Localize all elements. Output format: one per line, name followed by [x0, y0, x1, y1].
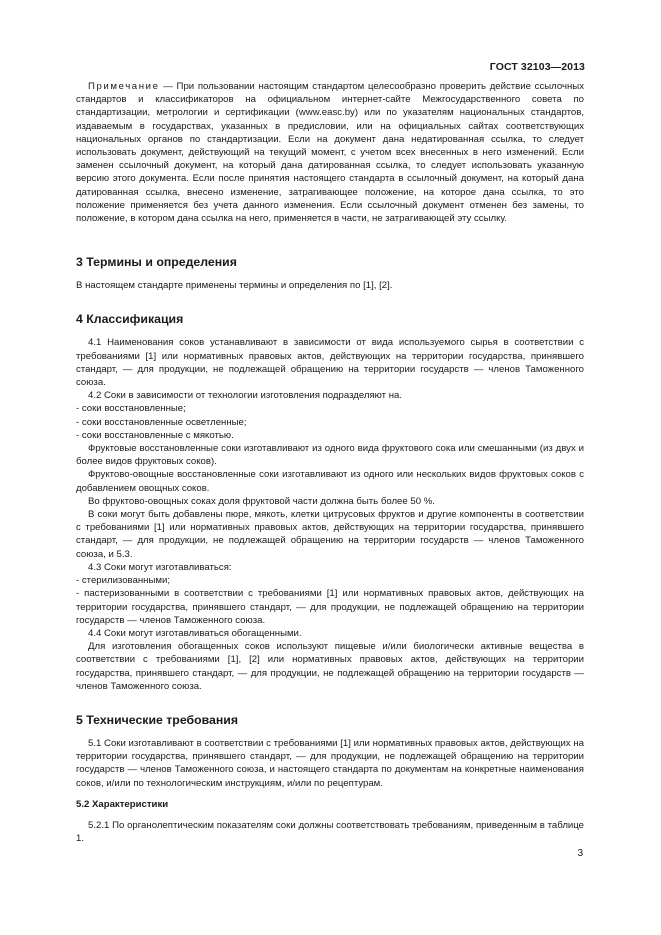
- list-item: - соки восстановленные с мякотью.: [76, 429, 234, 441]
- list-item: - пастеризованными в соответствии с требованиями [1] или нормативных правовых актов, действующих на территории государства, принявшего стандарт, — для продукции, не подлежащей обращению на территории государств — членов Таможенного союза.: [76, 588, 584, 626]
- paragraph-fruit-share: Во фруктово-овощных соках доля фруктовой части должна быть более 50 %.: [88, 495, 435, 507]
- section-5-heading: 5 Технические требования: [76, 712, 238, 727]
- note-label: Примечание: [88, 81, 160, 92]
- clause-4-1: 4.1 Наименования соков устанавливают в зависимости от вида используемого сырья в соответствии с требованиями [1] или нормативных правовых актов, действующих на территории государства, принявшего стандарт, — для продукции, не подлежащей обращению на территории государств — членов Таможенного союза.: [76, 337, 584, 389]
- paragraph-fruit-vegetable-juices: Фруктово-овощные восстановленные соки изготавливают из одного или нескольких видов фруктовых соков с добавлением овощных соков.: [76, 469, 584, 494]
- note-text: — При пользовании настоящим стандартом целесообразно проверить действие ссылочных стандартов и классификаторов на официальном интернет-сайте Межгосударственного совета по стандартизации, метрологии и сертификации (www.easc.by) или по указателям национальных стандартов, издаваемым в государствах, указанных в предисловии, или на официальных сайтах соответствующих национальных органов по стандартизации. Если на документ дана недатированная ссылка, то следует использовать документ, действующий на текущий момент, с учетом всех внесенных в него изменений. Если заменен ссылочный документ, на который дана датированная ссылка, то следует использовать указанную версию этого документа. Если после принятия настоящего стандарта в ссылочный документ, на который дана датированная ссылка, внесено изменение, затрагивающее положение, на которое дана ссылка, то это положение применяется без учета данного изменения. Если ссылочный документ отменен без замены, то положение, в котором дана ссылка на него, применяется в части, не затрагивающей эту ссылку.: [76, 81, 584, 225]
- subsection-5-2-heading: 5.2 Характеристики: [76, 798, 169, 810]
- reference-note: [76, 80, 584, 225]
- clause-4-3: 4.3 Соки могут изготавливаться:: [88, 561, 232, 573]
- section-3-heading: 3 Термины и определения: [76, 255, 237, 270]
- list-item: - соки восстановленные осветленные;: [76, 416, 247, 428]
- list-item: - стерилизованными;: [76, 575, 170, 587]
- page-content: [76, 80, 584, 845]
- paragraph-fruit-juices: Фруктовые восстановленные соки изготавливают из одного вида фруктового сока или смешанными (из двух и более видов фруктовых соков).: [76, 443, 584, 468]
- clause-5-2-1: 5.2.1 По органолептическим показателям соки должны соответствовать требованиям, приведенным в таблице 1.: [76, 819, 584, 844]
- section-3-paragraph: В настоящем стандарте применены термины и определения по [1], [2].: [76, 280, 393, 292]
- page-number: 3: [577, 848, 583, 859]
- section-4-heading: 4 Классификация: [76, 312, 184, 327]
- list-item: - соки восстановленные;: [76, 403, 186, 415]
- document-code: ГОСТ 32103—2013: [489, 61, 585, 73]
- clause-4-2: 4.2 Соки в зависимости от технологии изготовления подразделяют на.: [88, 390, 403, 402]
- clause-4-4: 4.4 Соки могут изготавливаться обогащенными.: [88, 627, 302, 639]
- paragraph-additives: В соки могут быть добавлены пюре, мякоть, клетки цитрусовых фруктов и другие компоненты в соответствии с требованиями [1] или нормативных правовых актов, действующих на территории государства, принявшего стандарт, — для продукции, не подлежащей обращению на территории государств — членов Таможенного союза, и 5.3.: [76, 509, 584, 560]
- paragraph-enriched-juices: Для изготовления обогащенных соков используют пищевые и/или биологически активные вещества в соответствии с требованиями [1], [2] или нормативных правовых актов, действующих на территории государства, принявшего стандарт, — для продукции, не подлежащей обращению на территории государств — членов Таможенного союза.: [76, 641, 584, 692]
- clause-5-1: 5.1 Соки изготавливают в соответствии с требованиями [1] или нормативных правовых актов, действующих на территории государства, принявшего стандарт, — для продукции, не подлежащей обращению на территории государств — членов Таможенного союза, и настоящего стандарта по документам на конкретные наименования соков, и/или по технологическим инструкциям, и/или по рецептурам.: [76, 737, 584, 789]
